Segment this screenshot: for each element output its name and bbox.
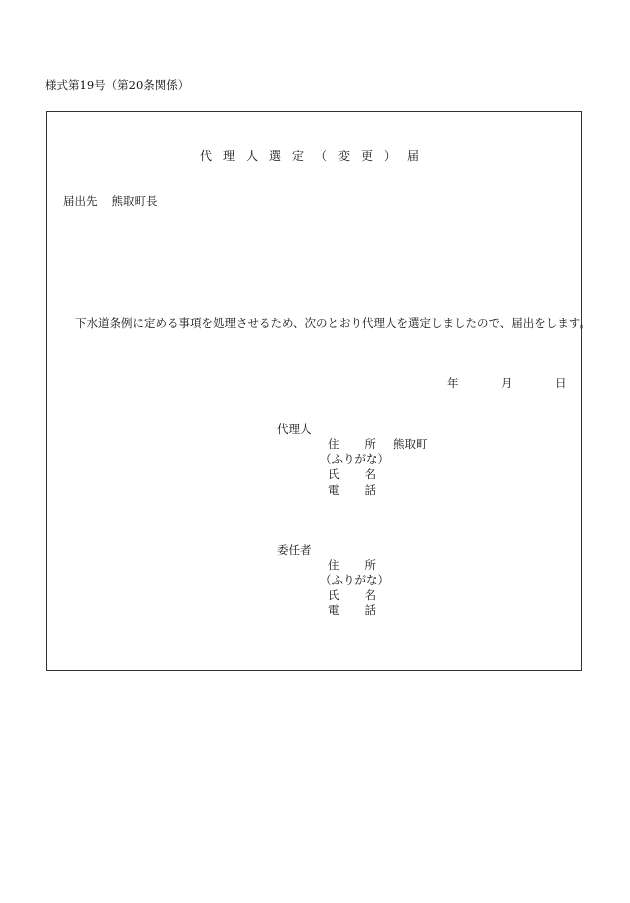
recipient-line (63, 196, 158, 208)
agent-phone-label-char2: 話 (364, 483, 376, 497)
agent-address-value: 熊取町 (393, 437, 428, 451)
principal-phone-label-char2: 話 (364, 603, 376, 617)
agent-address-label-char1: 住 (328, 437, 340, 451)
agent-heading: 代理人 (277, 422, 312, 436)
principal-address-label (320, 560, 384, 572)
statement-text: 下水道条例に定める事項を処理させるため、次のとおり代理人を選定しましたので、届出をします。 (75, 316, 591, 330)
principal-furigana-label: （ふりがな） (320, 573, 389, 587)
principal-address-label-char2: 所 (364, 558, 376, 572)
agent-address-label (320, 439, 384, 451)
principal-address-label-char1: 住 (328, 558, 340, 572)
agent-name-label (320, 469, 384, 481)
recipient-label: 届出先 (63, 194, 98, 208)
date-day-label: 日 (555, 376, 567, 390)
date-year-label: 年 (447, 376, 459, 390)
form-number: 様式第19号（第20条関係） (45, 78, 190, 92)
principal-heading: 委任者 (277, 543, 312, 557)
agent-phone-label-char1: 電 (328, 483, 340, 497)
recipient-value: 熊取町長 (111, 194, 158, 208)
agent-name-label-char2: 名 (364, 467, 376, 481)
agent-furigana-label: （ふりがな） (320, 452, 389, 466)
principal-phone-label (320, 605, 384, 617)
principal-name-label-char2: 名 (364, 588, 376, 602)
principal-name-label-char1: 氏 (328, 588, 340, 602)
date-month-label: 月 (501, 376, 513, 390)
agent-name-label-char1: 氏 (328, 467, 340, 481)
agent-address-label-char2: 所 (364, 437, 376, 451)
principal-phone-label-char1: 電 (328, 603, 340, 617)
agent-phone-label (320, 485, 384, 497)
form-title: 代理人選定（変更）届 (199, 149, 430, 163)
principal-name-label (320, 590, 384, 602)
